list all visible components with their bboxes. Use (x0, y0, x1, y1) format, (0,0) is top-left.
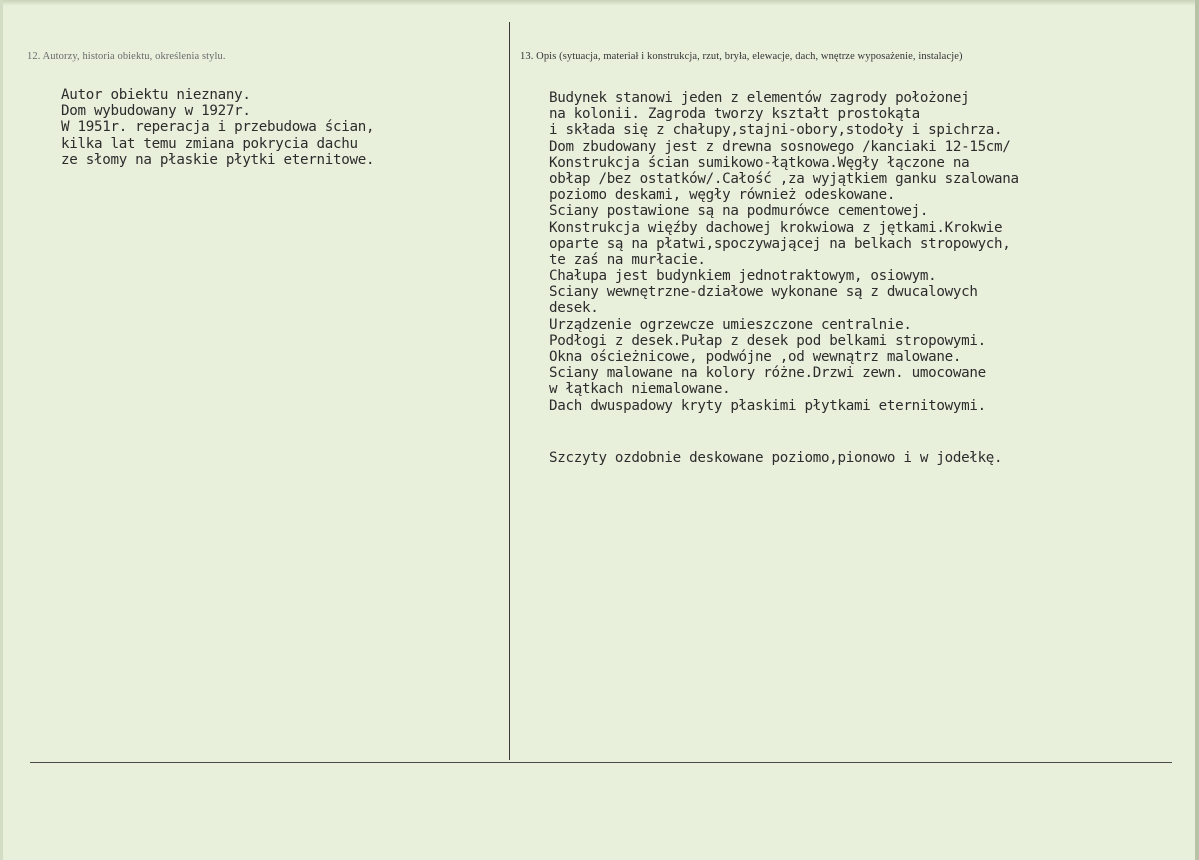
text-line: te zaś na murłacie. (549, 251, 706, 268)
text-line: Okna ościeżnicowe, podwójne ,od wewnątrz malowane. (549, 349, 962, 365)
text-line: oparte są na płatwi,spoczywającej na belkach stropowych, (549, 235, 1011, 252)
text-line: Autor obiektu nieznany. (61, 87, 251, 103)
text-line: obłap /bez ostatków/.Całość ,za wyjątkiem ganku szalowana (549, 170, 1019, 187)
text-line: Sciany malowane na kolory różne.Drzwi zewn. umocowane (549, 365, 986, 382)
section-13-final-line: Szczyty ozdobnie deskowane poziomo,pionowo i w jodełkę. (549, 450, 1003, 466)
text-line: Konstrukcja ścian sumikowo-łątkowa.Węgły łączone na (549, 154, 970, 171)
text-line: na kolonii. Zagroda tworzy kształt prostokąta (549, 106, 920, 123)
column-divider (509, 22, 510, 760)
text-line: Konstrukcja więźby dachowej krokwiowa z jętkami.Krokwie (549, 219, 1003, 236)
section-12-heading: 12. Autorzy, historia obiektu, określenia stylu. (27, 51, 226, 62)
text-line: Chałupa jest budynkiem jednotraktowym, osiowym. (549, 268, 937, 285)
text-line: kilka lat temu zmiana pokrycia dachu (61, 135, 358, 152)
text-line: Budynek stanowi jeden z elementów zagrody położonej (549, 90, 970, 106)
text-line: Podłogi z desek.Pułap z desek pod belkami stropowymi. (549, 332, 986, 349)
text-line: Dach dwuspadowy kryty płaskimi płytkami eternitowymi. (549, 397, 986, 414)
text-line: Sciany wewnętrzne-działowe wykonane są z dwucalowych (549, 284, 978, 301)
text-line: W 1951r. reperacja i przebudowa ścian, (61, 119, 375, 136)
text-line: Dom zbudowany jest z drewna sosnowego /kanciaki 12-15cm/ (549, 138, 1011, 155)
section-12-text (61, 87, 374, 168)
card-top-edge (0, 0, 1199, 6)
bottom-rule (30, 762, 1172, 763)
section-13-heading: 13. Opis (sytuacja, materiał i konstrukcja, rzut, bryła, elewacje, dach, wnętrze wyposażenie, instalacje) (520, 51, 963, 62)
text-line: w łątkach niemalowane. (549, 381, 731, 398)
text-line: Sciany postawione są na podmurówce cementowej. (549, 203, 929, 220)
card-left-edge (0, 0, 3, 860)
card-right-edge (1195, 0, 1199, 860)
section-13-text (549, 90, 1019, 414)
text-line: desek. (549, 300, 599, 317)
text-line: i składa się z chałupy,stajni-obory,stodoły i spichrza. (549, 122, 1003, 139)
text-line: poziomo deskami, węgły również odeskowane. (549, 187, 896, 204)
text-line: ze słomy na płaskie płytki eternitowe. (61, 151, 375, 168)
text-line: Dom wybudowany w 1927r. (61, 103, 251, 120)
text-line: Urządzenie ogrzewcze umieszczone centralnie. (549, 316, 912, 333)
